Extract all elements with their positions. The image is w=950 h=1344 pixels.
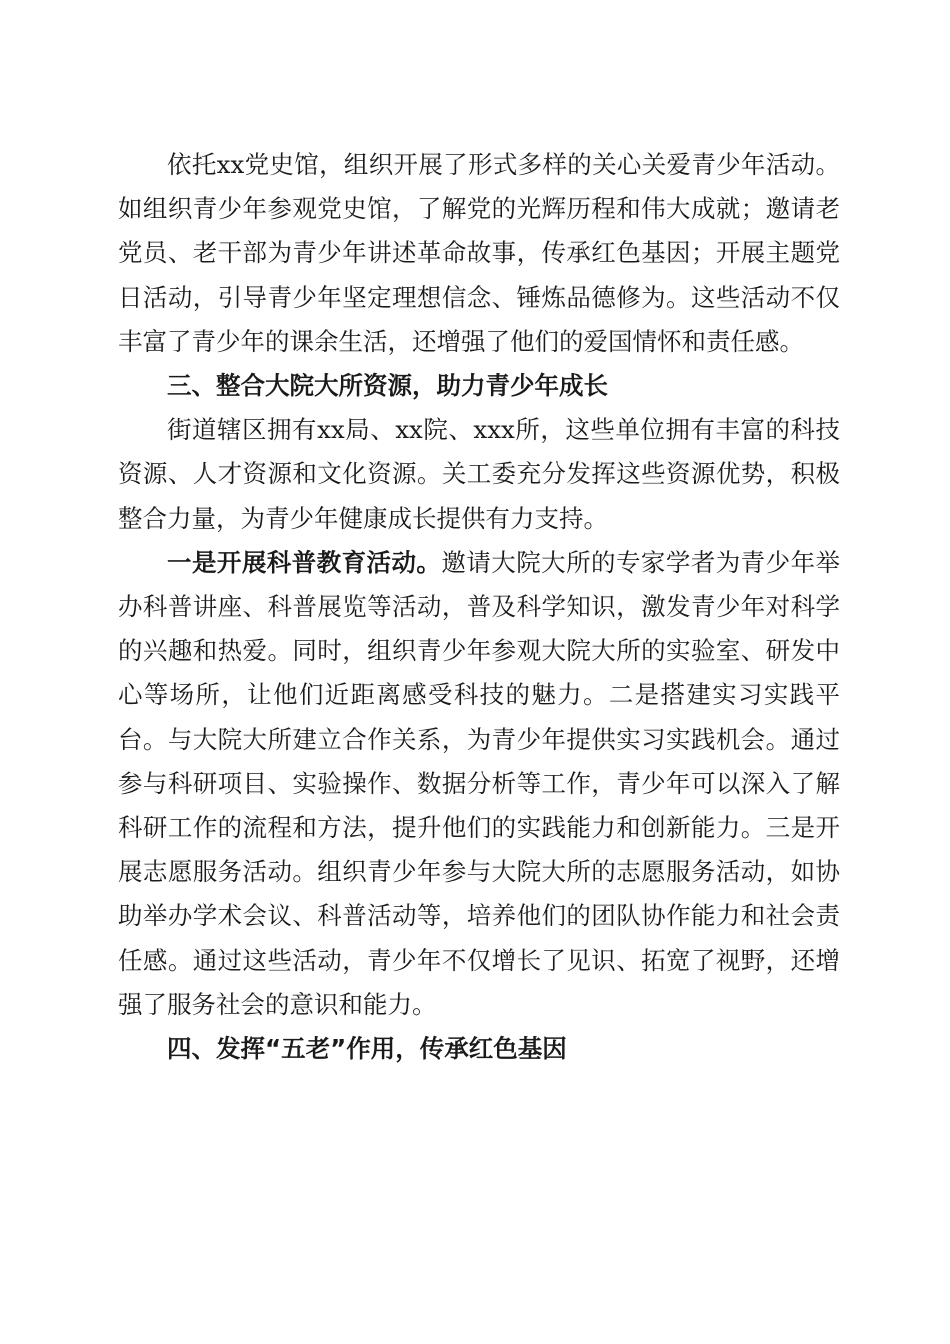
document-page bbox=[118, 143, 840, 1071]
section-heading-4: 四、发挥“五老”作用，传承红色基因 bbox=[167, 1034, 567, 1064]
paragraph-lead-phrase: 一是开展科普教育活动。 bbox=[167, 547, 442, 577]
paragraph-party-history-activities: 依托xx党史馆，组织开展了形式多样的关心关爱青少年活动。如组织青少年参观党史馆，了解党的光辉历程和伟大成就；邀请老党员、老干部为青少年讲述革命故事，传承红色基因；开展主题党日活动，引导青少年坚定理想信念、锤炼品德修为。这些活动不仅丰富了青少年的课余生活，还增强了他们的爱国情怀和责任感。 bbox=[118, 150, 840, 356]
paragraph-body-text: 邀请大院大所的专家学者为青少年举办科普讲座、科普展览等活动，普及科学知识，激发青少年对科学的兴趣和热爱。同时，组织青少年参观大院大所的实验室、研发中心等场所，让他们近距离感受科技的魅力。二是搭建实习实践平台。与大院大所建立合作关系，为青少年提供实习实践机会。通过参与科研项目、实验操作、数据分析等工作，青少年可以深入了解科研工作的流程和方法，提升他们的实践能力和创新能力。三是开展志愿服务活动。组织青少年参与大院大所的志愿服务活动，如协助举办学术会议、科普活动等，培养他们的团队协作能力和社会责任感。通过这些活动，青少年不仅增长了见识、拓宽了视野，还增强了服务社会的意识和能力。 bbox=[118, 547, 841, 1019]
paragraph-resource-measures bbox=[118, 541, 840, 1027]
section-heading-3: 三、整合大院大所资源，助力青少年成长 bbox=[167, 371, 608, 401]
paragraph-resources-intro: 街道辖区拥有xx局、xx院、xxx所，这些单位拥有丰富的科技资源、人才资源和文化资源。关工委充分发挥这些资源优势，积极整合力量，为青少年健康成长提供有力支持。 bbox=[118, 415, 840, 533]
